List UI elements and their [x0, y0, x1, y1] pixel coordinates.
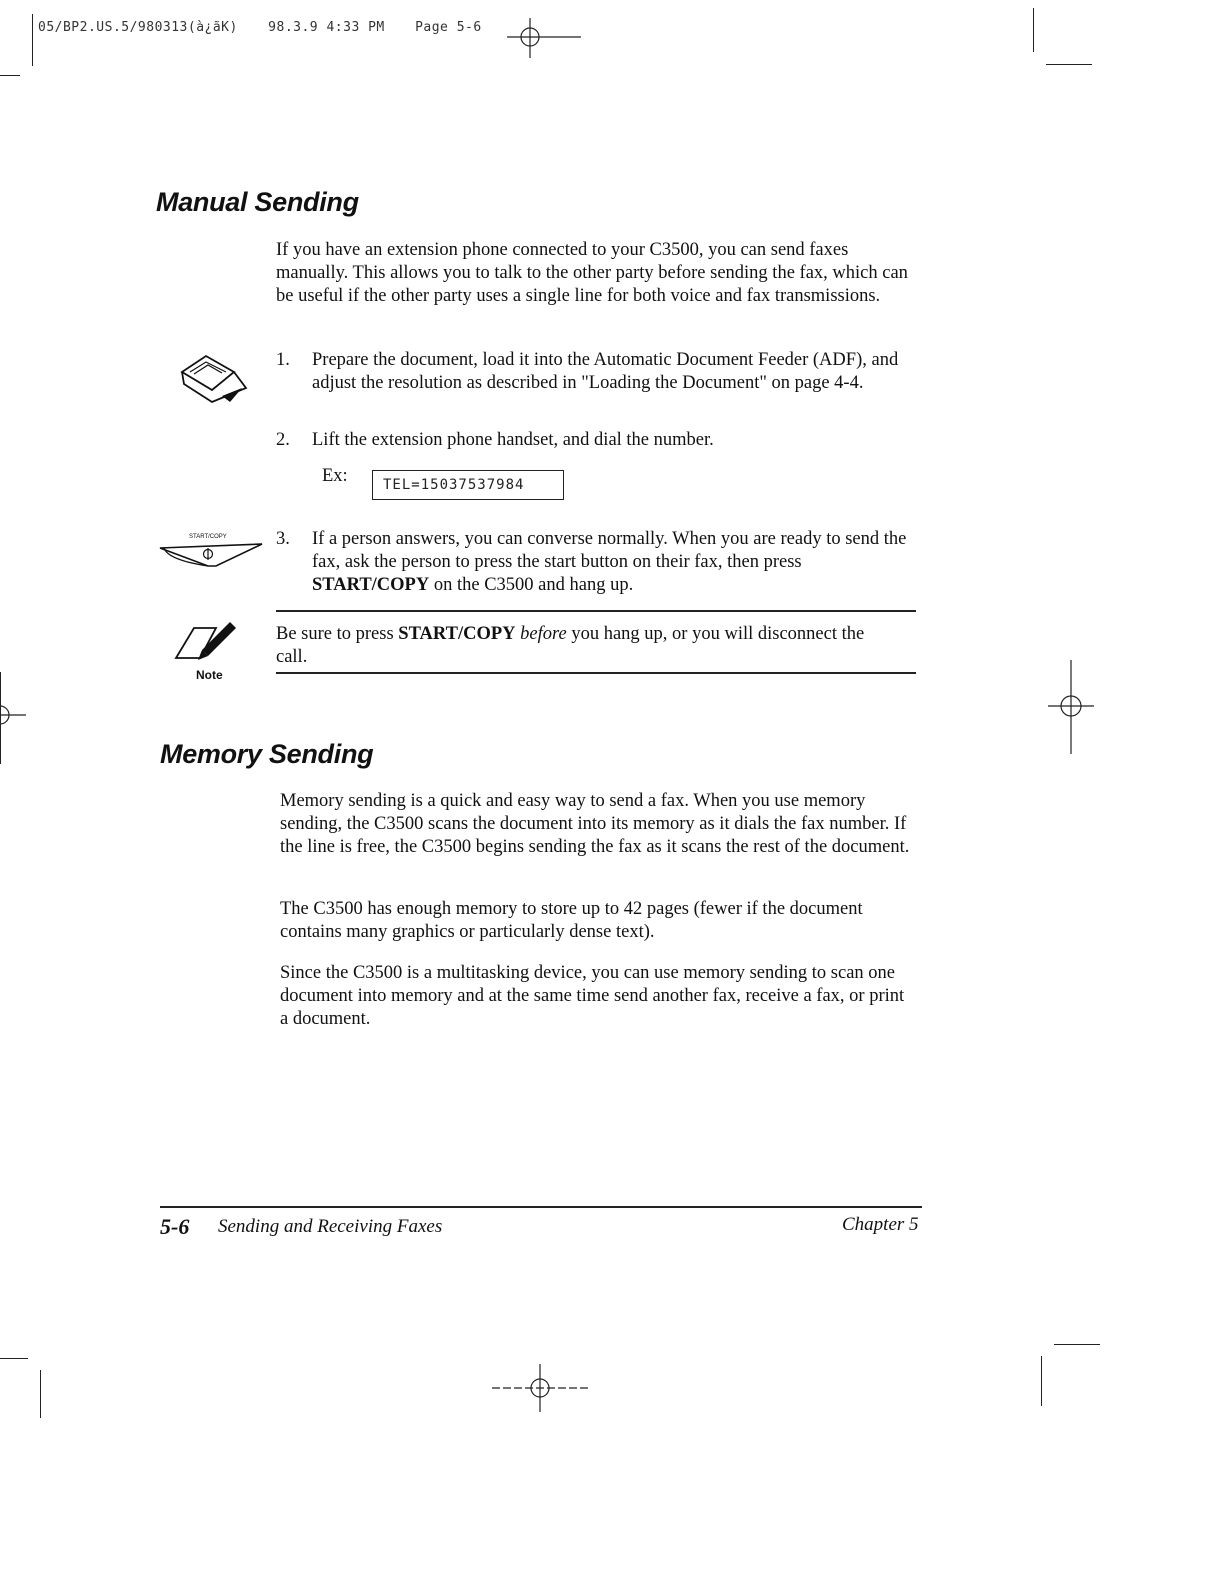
slug-page: Page 5-6	[415, 20, 482, 35]
registration-crosshair-icon	[507, 14, 553, 60]
crop-mark	[32, 14, 33, 66]
registration-crosshair-icon	[1046, 660, 1096, 761]
note-pencil-icon	[172, 620, 242, 673]
memory-paragraph: The C3500 has enough memory to store up to 42 pages (fewer if the document contains many graphics or particularly dense text).	[280, 899, 863, 942]
step-text: Lift the extension phone handset, and dial the number.	[312, 430, 714, 450]
start-copy-key-name: START/COPY	[312, 575, 430, 595]
step-text	[312, 528, 912, 597]
memory-paragraph: Memory sending is a quick and easy way to send a fax. When you use memory sending, the C3500 scans the document into its memory as it dials the fax number. If the line is free, the C3500 begins sending the fax as it scans the rest of the document.	[280, 791, 910, 857]
crop-mark	[1041, 1356, 1042, 1406]
start-copy-key-name: START/COPY	[398, 624, 516, 644]
section-heading-memory-sending: Memory Sending	[160, 739, 374, 769]
note-bottom-rule	[276, 672, 916, 674]
note-text-part: you hang up, or you will disconnect the call.	[276, 624, 865, 667]
slug-file: 05/BP2.US.5/980313(à¿ãK)	[38, 20, 238, 35]
step-text-part: on the C3500 and hang up.	[429, 575, 634, 595]
crop-mark	[1033, 8, 1034, 52]
print-slug	[38, 20, 504, 35]
footer-title: Sending and Receiving Faxes	[218, 1216, 443, 1237]
example-label: Ex:	[322, 466, 348, 486]
slug-date-time: 98.3.9 4:33 PM	[268, 20, 385, 35]
step-number: 1.	[276, 350, 290, 370]
crop-mark	[1054, 1344, 1100, 1345]
step-text-part: If a person answers, you can converse normally. When you are ready to send the fax, ask the person to press the start button on their fax, then press	[312, 529, 907, 572]
footer-chapter: Chapter 5	[842, 1214, 919, 1235]
start-copy-button-icon	[158, 528, 268, 583]
crop-mark	[1046, 64, 1092, 65]
note-text	[276, 623, 896, 669]
registration-crosshair-icon	[492, 1362, 592, 1419]
lcd-display-example: TEL=15037537984	[372, 470, 564, 500]
section-heading-manual-sending: Manual Sending	[156, 187, 359, 217]
manual-intro-paragraph: If you have an extension phone connected to your C3500, you can send faxes manually. This allows you to talk to the other party before sending the fax, which can be useful if the other party uses a single line for both voice and fax transmissions.	[276, 240, 908, 306]
crop-mark	[0, 1358, 28, 1359]
start-copy-button-label: START/COPY	[189, 534, 227, 540]
crop-mark	[0, 75, 20, 76]
document-feeder-icon	[172, 350, 262, 419]
note-label: Note	[196, 668, 223, 682]
step-text: Prepare the document, load it into the Automatic Document Feeder (ADF), and adjust the resolution as described in "Loading the Document" on page 4-4.	[312, 350, 899, 393]
note-emphasis: before	[520, 624, 567, 644]
registration-crosshair-icon	[0, 700, 28, 735]
footer-rule	[160, 1206, 922, 1208]
step-number: 2.	[276, 430, 290, 450]
note-top-rule	[276, 610, 916, 612]
step-number: 3.	[276, 529, 290, 549]
footer-page-number: 5-6	[160, 1214, 190, 1239]
crop-mark	[40, 1370, 41, 1418]
note-text-part: Be sure to press	[276, 624, 399, 644]
memory-paragraph: Since the C3500 is a multitasking device, you can use memory sending to scan one document into memory and at the same time send another fax, receive a fax, or print a document.	[280, 963, 905, 1029]
